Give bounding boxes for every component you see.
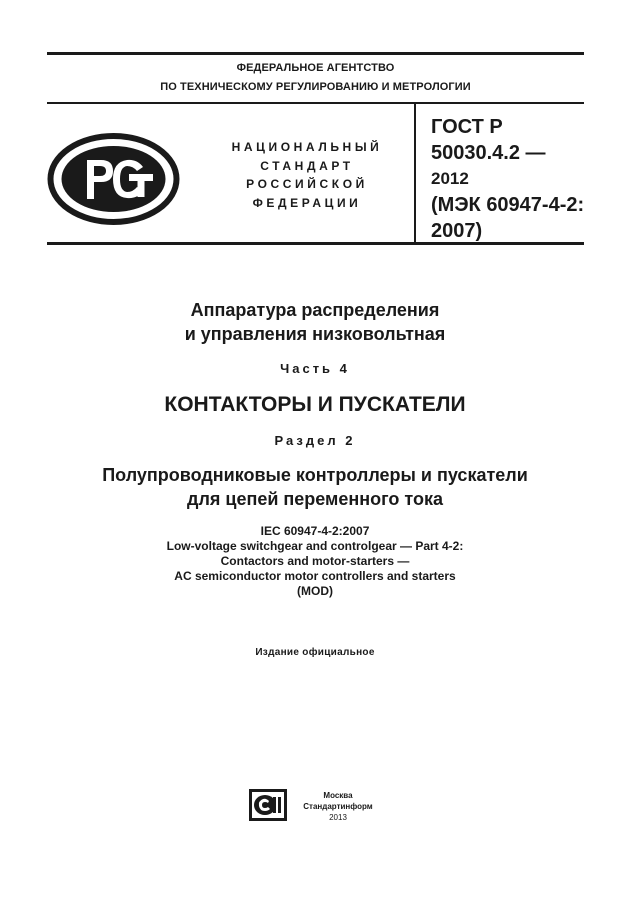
national-standard-label bbox=[212, 138, 402, 212]
publisher-name: Стандартинформ bbox=[303, 802, 373, 811]
gost-designation bbox=[431, 114, 591, 244]
title-line-1: Аппаратура распределения bbox=[190, 300, 440, 320]
iec-line-4: AC semiconductor motor controllers and starters bbox=[174, 569, 456, 583]
standard-line-1: НАЦИОНАЛЬНЫЙ bbox=[231, 140, 383, 154]
iec-line-5: (MOD) bbox=[297, 584, 333, 598]
part-title: КОНТАКТОРЫ И ПУСКАТЕЛИ bbox=[164, 393, 466, 416]
iec-line-2: Low-voltage switchgear and controlgear — Part 4-2: bbox=[166, 539, 464, 553]
iec-line-3: Contactors and motor-starters — bbox=[220, 554, 410, 568]
agency-line-1: ФЕДЕРАЛЬНОЕ АГЕНТСТВО bbox=[236, 62, 395, 74]
agency-line-2: ПО ТЕХНИЧЕСКОМУ РЕГУЛИРОВАНИЮ И МЕТРОЛОГИИ bbox=[160, 81, 471, 93]
publisher-text bbox=[293, 790, 383, 823]
iec-block bbox=[0, 524, 630, 599]
agency-rule bbox=[47, 102, 584, 104]
section-title-line-2: для цепей переменного тока bbox=[187, 489, 443, 509]
gost-year: 2012 bbox=[431, 169, 469, 188]
gost-line-1: ГОСТ Р bbox=[431, 116, 503, 138]
publisher-city: Москва bbox=[323, 791, 353, 800]
rst-logo bbox=[47, 133, 180, 225]
title-line-2: и управления низковольтная bbox=[184, 324, 446, 344]
publisher-year: 2013 bbox=[329, 813, 347, 822]
standard-line-3: РОССИЙСКОЙ bbox=[246, 177, 368, 191]
header-bottom-rule bbox=[47, 242, 584, 245]
gost-number: 50030.4.2 — bbox=[431, 142, 546, 164]
iec-ref-year: 2007) bbox=[431, 220, 483, 242]
section-title-line-1: Полупроводниковые контроллеры и пускатели bbox=[102, 465, 528, 485]
standard-line-2: СТАНДАРТ bbox=[260, 158, 354, 173]
standard-line-4: ФЕДЕРАЦИИ bbox=[252, 195, 362, 210]
iec-ref: (МЭК 60947-4-2: bbox=[431, 194, 585, 216]
iec-line-1: IEC 60947-4-2:2007 bbox=[260, 524, 370, 538]
top-rule bbox=[47, 52, 584, 55]
header-divider bbox=[414, 104, 416, 242]
edition-label: Издание официальное bbox=[255, 647, 375, 658]
section-label: Раздел 2 bbox=[274, 433, 356, 448]
standartinform-logo bbox=[249, 789, 287, 821]
part-label: Часть 4 bbox=[280, 361, 350, 376]
